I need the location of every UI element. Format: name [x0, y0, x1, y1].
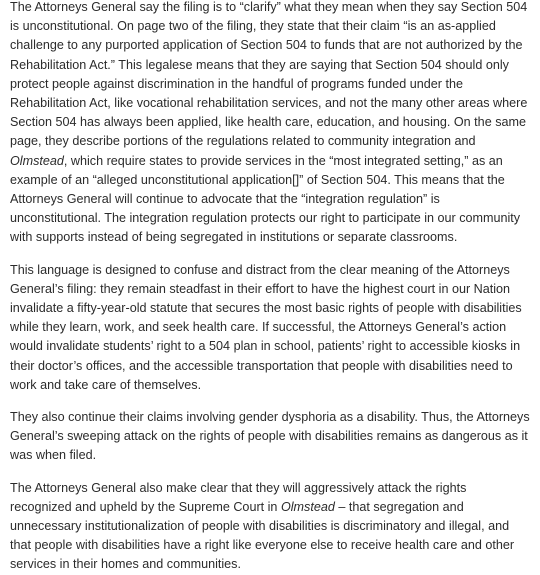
- case-name-olmstead: Olmstead: [280, 499, 335, 514]
- paragraph-text: – that segregation and unnecessary institutionalization of people with disabilities is discriminatory and illegal, and that people with disabilities have a right like everyone else to receive health care and other services in their homes and communities.: [10, 499, 515, 572]
- paragraph-2: [10, 261, 530, 395]
- paragraph-3: [10, 408, 530, 466]
- case-name-olmstead: Olmstead: [10, 153, 64, 168]
- paragraph-text: The Attorneys General also make clear that they will aggressively attack the rights recognized and upheld by the Supreme Court in: [10, 480, 467, 514]
- paragraph-text: , which require states to provide services in the “most integrated setting,” as an example of an “alleged unconstitutional application[]” of Section 504. This means that the Attorneys General will continue to advocate that the “integration regulation” is unconstitutional. The integration regulation protects our right to participate in our community with supports instead of being segregated in institutions or separate classrooms.: [10, 153, 521, 245]
- paragraph-text: This language is designed to confuse and distract from the clear meaning of the Attorneys General’s filing: they remain steadfast in their effort to have the highest court in our Nation invalidate a fifty-year-old statute that secures the most basic rights of people with disabilities while they learn, work, and seek health care. If successful, the Attorneys General’s action would invalidate students’ right to a 504 plan in school, patients’ right to accessible kiosks in their doctor’s offices, and the accessible transportation that people with disabilities need to work and take care of themselves.: [10, 262, 522, 392]
- paragraph-text: They also continue their claims involving gender dysphoria as a disability. Thus, the Attorneys General’s sweeping attack on the rights of people with disabilities remains as dangerous as it was when filed.: [10, 410, 530, 463]
- paragraph-4: [10, 479, 530, 575]
- paragraph-1: [10, 0, 530, 248]
- paragraph-text: The Attorneys General say the filing is to “clarify” what they mean when they say Section 504 is unconstitutional. On page two of the filing, they state that their claim “is an as-applied challenge to any purported application of Section 504 to funds that are not authorized by the Rehabilitation Act.” This legalese means that they are saying that Section 504 should only protect people against discrimination in the handful of programs funded under the Rehabilitation Act, like vocational rehabilitation services, and not the many other areas where Section 504 has always been applied, like health care, education, and housing. On the same page, they describe portions of the regulations related to community integration and: [10, 0, 528, 149]
